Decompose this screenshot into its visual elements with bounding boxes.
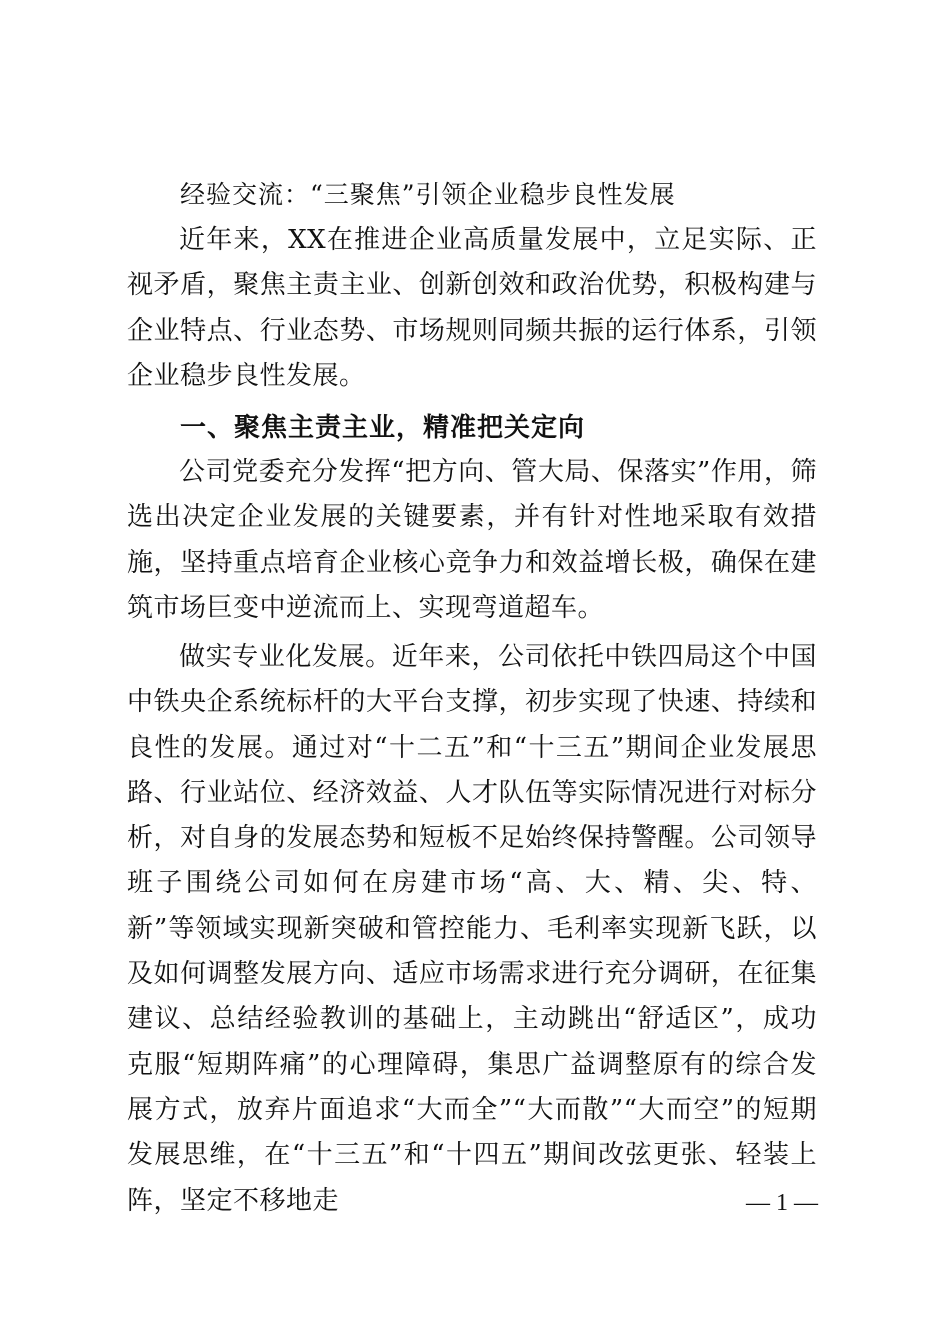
page-number: — 1 — [746,1190,818,1216]
section-heading: 一、聚焦主责主业，精准把关定向 [180,413,586,443]
section-paragraph: 做实专业化发展。近年来，公司依托中铁四局这个中国中铁央企系统标杆的大平台支撑，初步实现了快速、持续和良性的发展。通过对“十二五”和“十三五”期间企业发展思路、行业站位、经济效益、人才队伍等实际情况进行对标分析，对自身的发展态势和短板不足始终保持警醒。公司领导班子围绕公司如何在房建市场“高、大、精、尖、特、新”等领域实现新突破和管控能力、毛利率实现新飞跃，以及如何调整发展方向、适应市场需求进行充分调研，在征集建议、总结经验教训的基础上，主动跳出“舒适区”，成功克服“短期阵痛”的心理障碍，集思广益调整原有的综合发展方式，放弃片面追求“大而全”“大而散”“大而空”的短期发展思维，在“十三五”和“十四五”期间改弦更张、轻装上阵，坚定不移地走 [127,642,817,1216]
intro-paragraph: 近年来，XX在推进企业高质量发展中，立足实际、正视矛盾，聚焦主责主业、创新创效和政治优势，积极构建与企业特点、行业态势、市场规则同频共振的运行体系，引领企业稳步良性发展。 [127,225,817,391]
section-paragraph: 公司党委充分发挥“把方向、管大局、保落实”作用，筛选出决定企业发展的关键要素，并有针对性地采取有效措施，坚持重点培育企业核心竞争力和效益增长极，确保在建筑市场巨变中逆流而上、实现弯道超车。 [127,457,817,623]
document-title: 经验交流：“三聚焦”引领企业稳步良性发展 [180,180,676,209]
